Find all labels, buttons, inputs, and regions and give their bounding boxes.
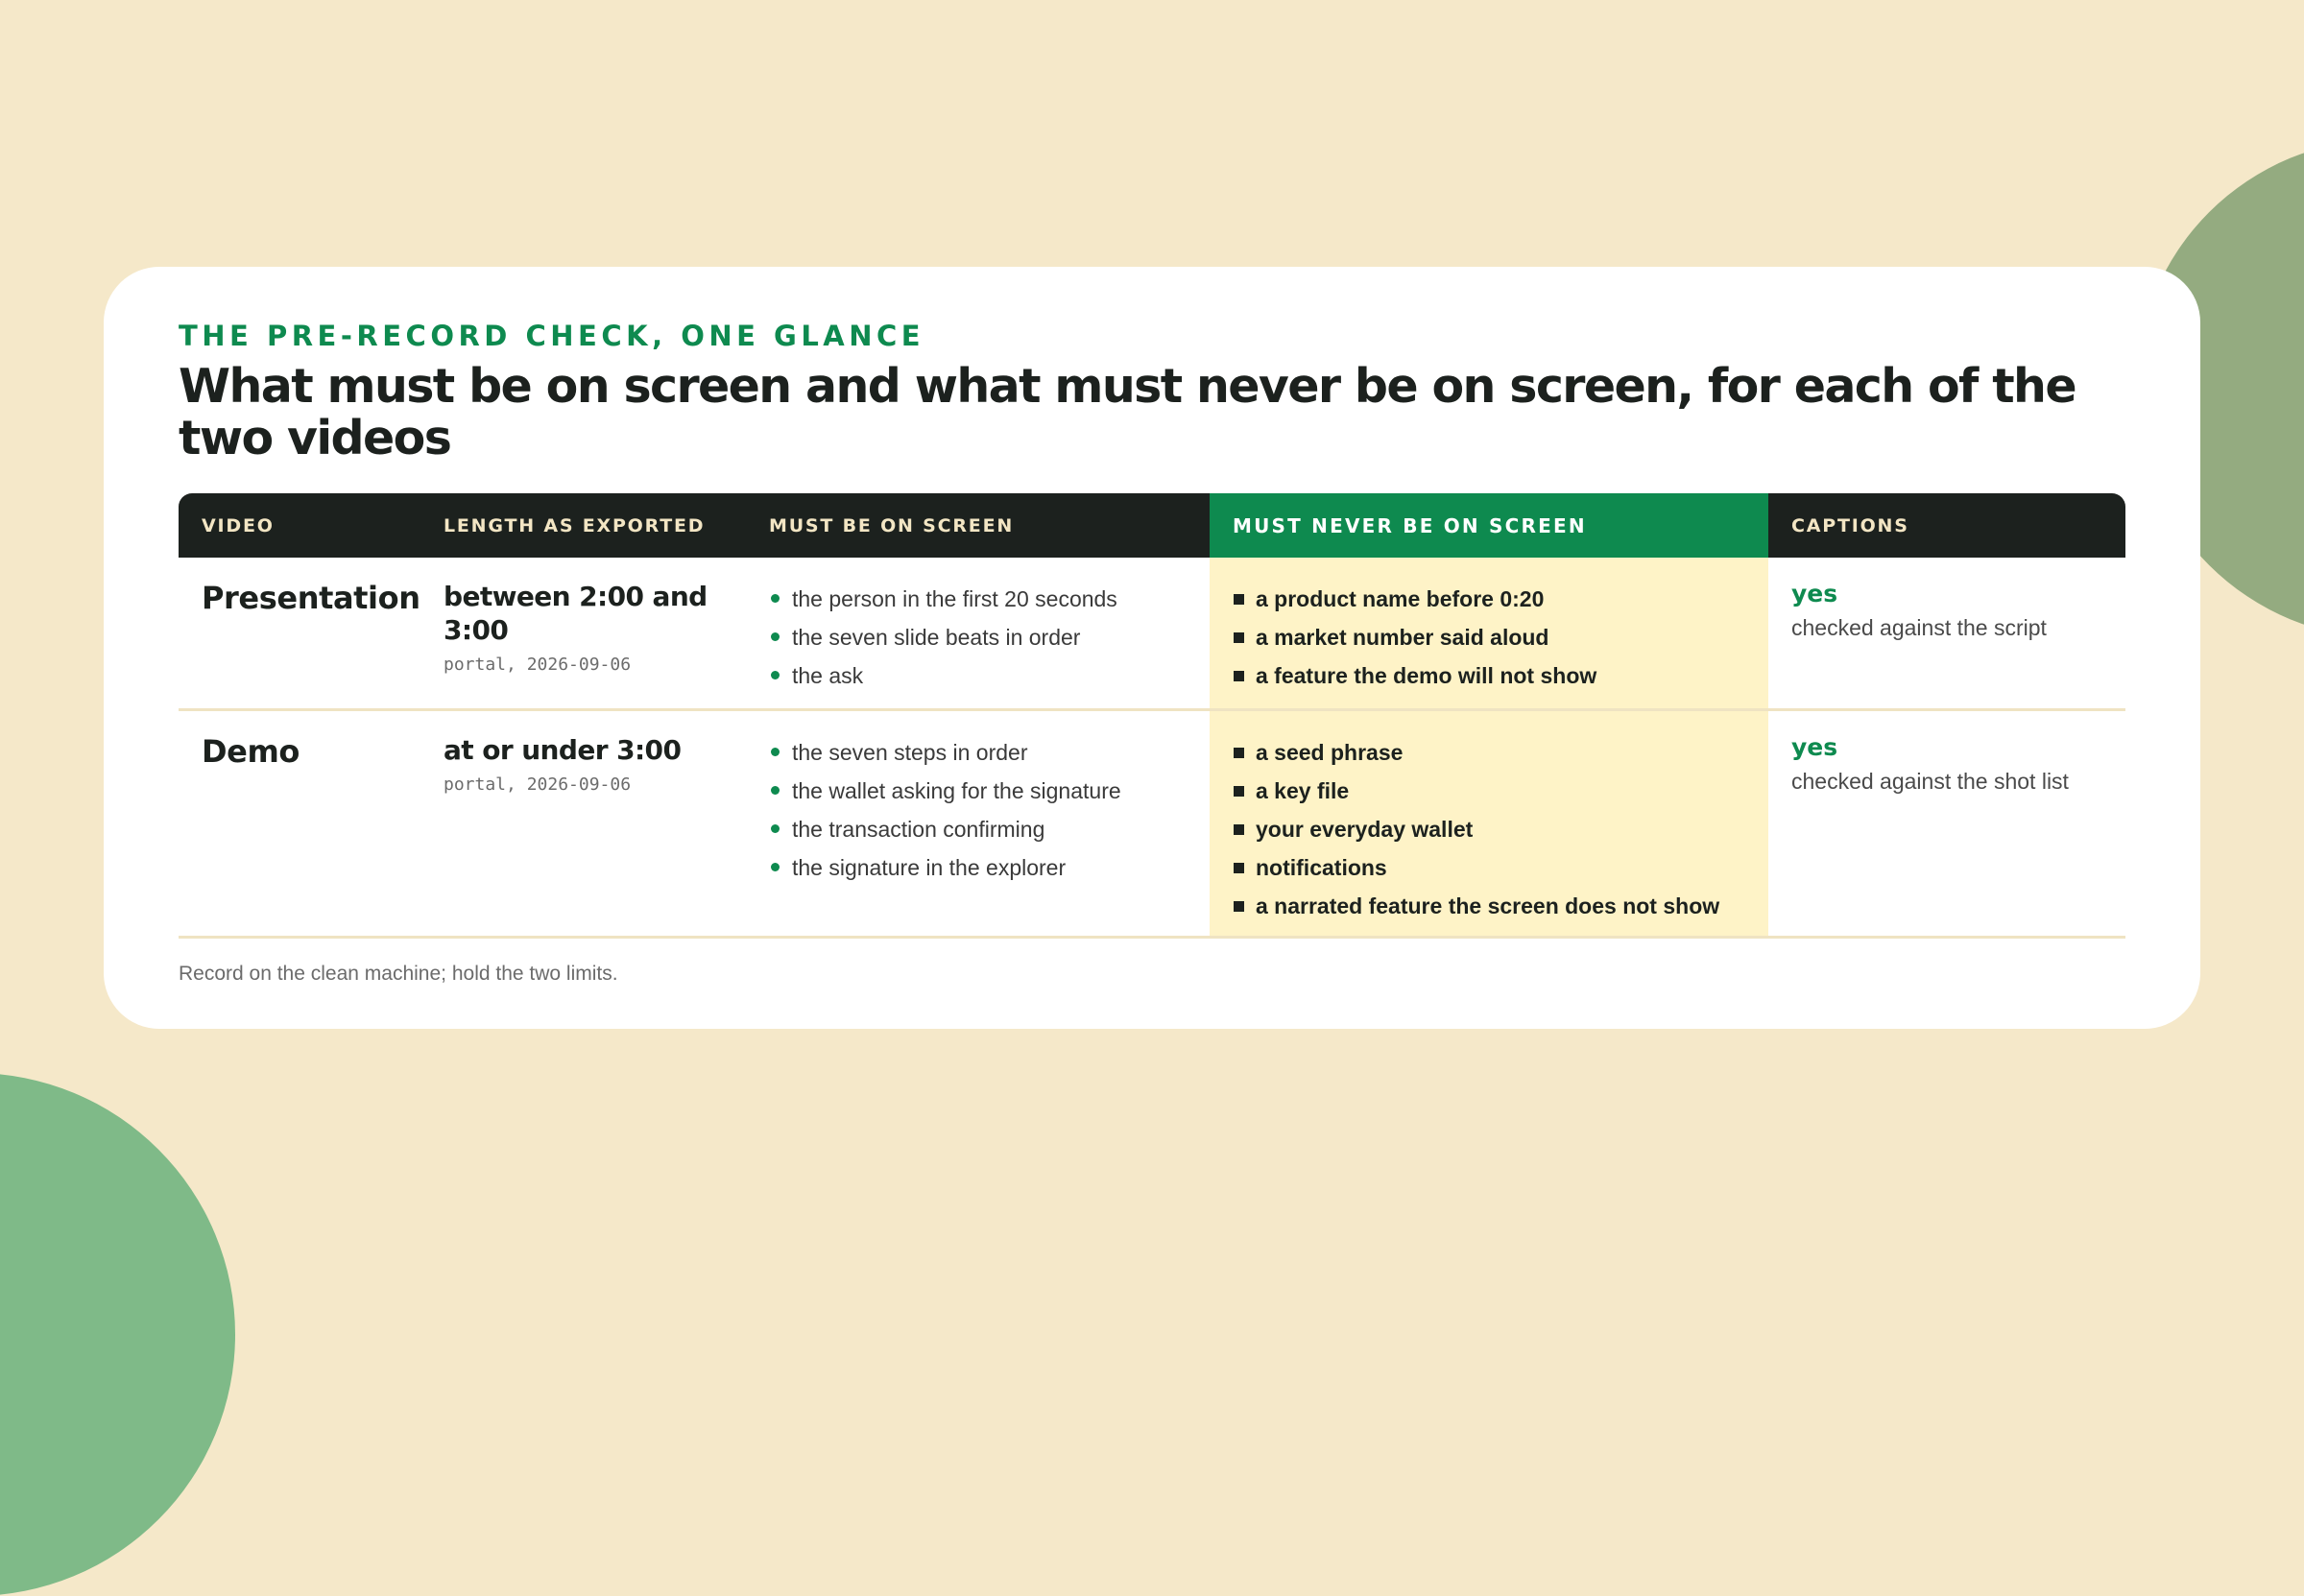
list-item: a feature the demo will not show — [1233, 656, 1745, 695]
list-item: a product name before 0:20 — [1233, 580, 1745, 618]
length-value: at or under 3:00 — [444, 733, 682, 766]
video-cell — [179, 709, 420, 937]
check-table — [179, 493, 2125, 939]
list-item: the seven steps in order — [769, 733, 1187, 772]
length-value: between 2:00 and 3:00 — [444, 581, 708, 646]
list-item: the signature in the explorer — [769, 848, 1187, 887]
header-must: MUST BE ON SCREEN — [746, 493, 1210, 558]
captions-cell — [1768, 558, 2125, 709]
footnote: Record on the clean machine; hold the two limits. — [179, 963, 618, 985]
captions-status: yes — [1791, 732, 1838, 761]
must-cell — [746, 709, 1210, 937]
must-list — [769, 580, 1187, 695]
list-item: a key file — [1233, 772, 1745, 810]
video-name: Demo — [202, 732, 300, 770]
length-cell — [420, 709, 746, 937]
never-cell — [1210, 709, 1768, 937]
length-cell — [420, 558, 746, 709]
captions-cell — [1768, 709, 2125, 937]
header-never: MUST NEVER BE ON SCREEN — [1210, 493, 1768, 558]
list-item: your everyday wallet — [1233, 810, 1745, 848]
checklist-card — [104, 267, 2200, 1029]
list-item: the seven slide beats in order — [769, 618, 1187, 656]
header-captions: CAPTIONS — [1768, 493, 2125, 558]
captions-note: checked against the script — [1791, 615, 2047, 640]
never-list — [1233, 733, 1745, 925]
page-title: What must be on screen and what must never be on screen, for each of the two videos — [179, 359, 2076, 465]
list-item: notifications — [1233, 848, 1745, 887]
video-cell — [179, 558, 420, 709]
list-item: the transaction confirming — [769, 810, 1187, 848]
never-cell — [1210, 558, 1768, 709]
captions-note: checked against the shot list — [1791, 768, 2069, 794]
header-row — [179, 493, 2125, 558]
captions-status: yes — [1791, 580, 1838, 607]
list-item: a narrated feature the screen does not show — [1233, 887, 1745, 925]
list-item: the wallet asking for the signature — [769, 772, 1187, 810]
header-length: LENGTH AS EXPORTED — [420, 493, 746, 558]
table-row — [179, 558, 2125, 709]
list-item: a market number said aloud — [1233, 618, 1745, 656]
table-row — [179, 709, 2125, 937]
must-list — [769, 733, 1187, 887]
length-source: portal, 2026-09-06 — [444, 774, 632, 795]
list-item: the person in the first 20 seconds — [769, 580, 1187, 618]
kicker: THE PRE-RECORD CHECK, ONE GLANCE — [179, 320, 925, 352]
never-list — [1233, 580, 1745, 695]
decorative-blob-left — [0, 1073, 235, 1596]
list-item: a seed phrase — [1233, 733, 1745, 772]
list-item: the ask — [769, 656, 1187, 695]
must-cell — [746, 558, 1210, 709]
length-source: portal, 2026-09-06 — [444, 655, 632, 675]
header-video: VIDEO — [179, 493, 420, 558]
video-name: Presentation — [202, 580, 420, 616]
